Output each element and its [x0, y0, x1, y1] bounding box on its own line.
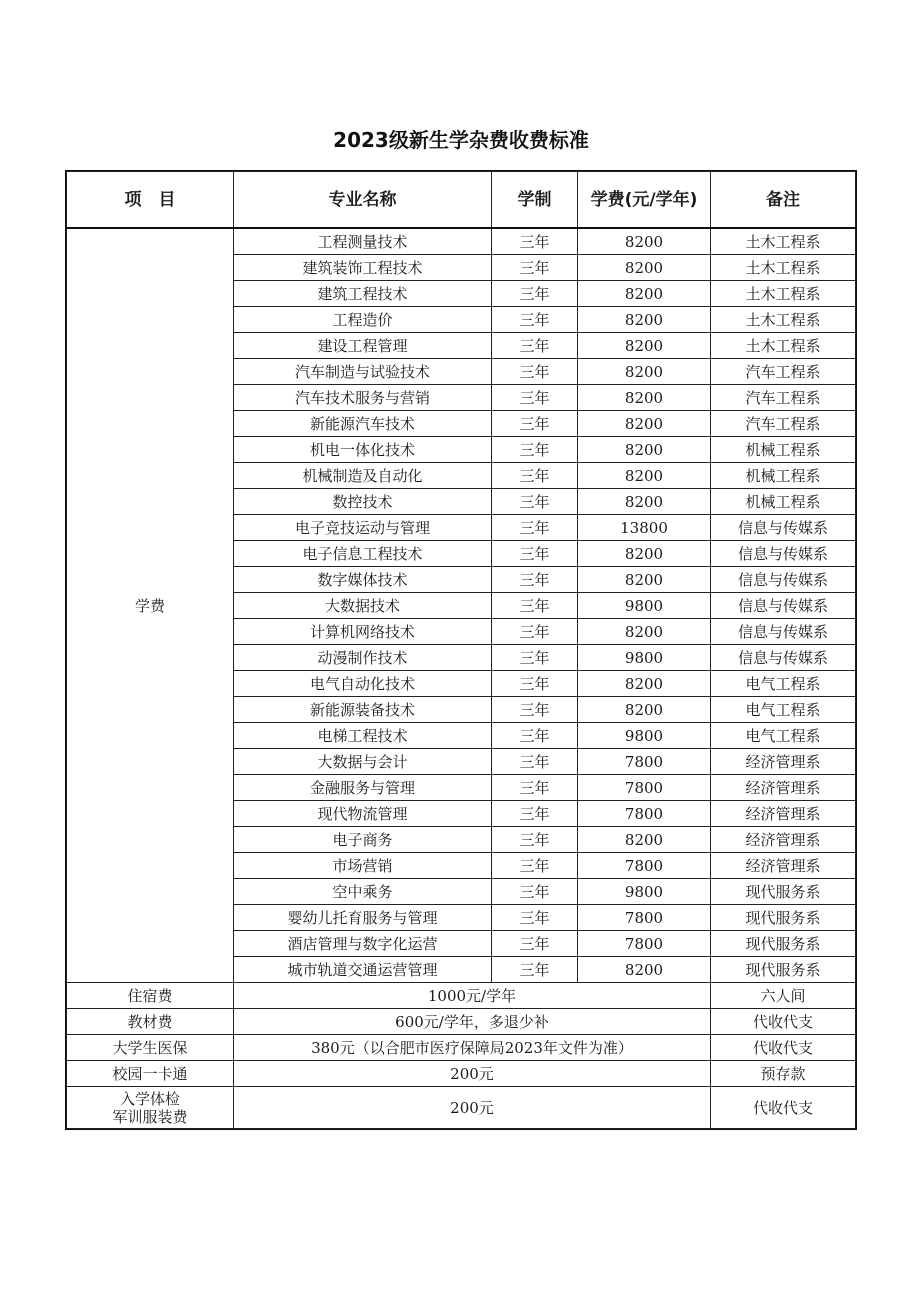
tuition-fee-cell: 9800 — [578, 879, 711, 905]
tuition-fee-cell: 8200 — [578, 281, 711, 307]
major-name-cell: 数控技术 — [234, 489, 492, 515]
duration-cell: 三年 — [492, 515, 578, 541]
major-name-cell: 金融服务与管理 — [234, 775, 492, 801]
major-name-cell: 婴幼儿托育服务与管理 — [234, 905, 492, 931]
duration-cell: 三年 — [492, 775, 578, 801]
department-cell: 经济管理系 — [711, 827, 856, 853]
duration-cell: 三年 — [492, 359, 578, 385]
duration-cell: 三年 — [492, 333, 578, 359]
tuition-fee-cell: 8200 — [578, 333, 711, 359]
department-cell: 土木工程系 — [711, 333, 856, 359]
duration-cell: 三年 — [492, 645, 578, 671]
major-name-cell: 动漫制作技术 — [234, 645, 492, 671]
department-cell: 信息与传媒系 — [711, 645, 856, 671]
major-name-cell: 新能源汽车技术 — [234, 411, 492, 437]
department-cell: 机械工程系 — [711, 463, 856, 489]
department-cell: 信息与传媒系 — [711, 619, 856, 645]
department-cell: 机械工程系 — [711, 489, 856, 515]
major-name-cell: 电子信息工程技术 — [234, 541, 492, 567]
major-name-cell: 大数据与会计 — [234, 749, 492, 775]
header-major: 专业名称 — [234, 172, 492, 229]
department-cell: 汽车工程系 — [711, 359, 856, 385]
duration-cell: 三年 — [492, 853, 578, 879]
major-name-cell: 建筑工程技术 — [234, 281, 492, 307]
duration-cell: 三年 — [492, 749, 578, 775]
tuition-fee-cell: 9800 — [578, 593, 711, 619]
major-name-cell: 建设工程管理 — [234, 333, 492, 359]
tuition-fee-cell: 8200 — [578, 957, 711, 983]
tuition-fee-cell: 8200 — [578, 411, 711, 437]
tuition-fee-cell: 8200 — [578, 463, 711, 489]
major-name-cell: 酒店管理与数字化运营 — [234, 931, 492, 957]
major-name-cell: 空中乘务 — [234, 879, 492, 905]
table-body — [67, 228, 856, 1129]
fee-item-cell: 教材费 — [67, 1009, 234, 1035]
department-cell: 土木工程系 — [711, 307, 856, 333]
tuition-fee-cell: 7800 — [578, 749, 711, 775]
fee-amount-cell: 200元 — [234, 1061, 711, 1087]
duration-cell: 三年 — [492, 385, 578, 411]
table-row — [67, 1061, 856, 1087]
tuition-fee-cell: 7800 — [578, 801, 711, 827]
department-cell: 经济管理系 — [711, 749, 856, 775]
department-cell: 现代服务系 — [711, 879, 856, 905]
tuition-category-cell: 学费 — [67, 228, 234, 983]
duration-cell: 三年 — [492, 593, 578, 619]
tuition-fee-cell: 8200 — [578, 827, 711, 853]
tuition-fee-cell: 8200 — [578, 385, 711, 411]
fee-item-line: 军训服装费 — [112, 1107, 188, 1126]
duration-cell: 三年 — [492, 931, 578, 957]
duration-cell: 三年 — [492, 541, 578, 567]
tuition-fee-cell: 7800 — [578, 905, 711, 931]
tuition-fee-cell: 8200 — [578, 437, 711, 463]
tuition-fee-cell: 8200 — [578, 359, 711, 385]
fee-item-line: 入学体检 — [119, 1089, 180, 1108]
duration-cell: 三年 — [492, 671, 578, 697]
department-cell: 经济管理系 — [711, 853, 856, 879]
duration-cell: 三年 — [492, 437, 578, 463]
major-name-cell: 汽车技术服务与营销 — [234, 385, 492, 411]
duration-cell: 三年 — [492, 228, 578, 255]
tuition-fee-cell: 7800 — [578, 853, 711, 879]
fee-item-cell: 校园一卡通 — [67, 1061, 234, 1087]
major-name-cell: 机电一体化技术 — [234, 437, 492, 463]
major-name-cell: 工程造价 — [234, 307, 492, 333]
fee-remark-cell: 预存款 — [711, 1061, 856, 1087]
department-cell: 汽车工程系 — [711, 411, 856, 437]
duration-cell: 三年 — [492, 411, 578, 437]
department-cell: 现代服务系 — [711, 931, 856, 957]
fee-remark-cell: 六人间 — [711, 983, 856, 1009]
department-cell: 现代服务系 — [711, 905, 856, 931]
major-name-cell: 电子竞技运动与管理 — [234, 515, 492, 541]
department-cell: 现代服务系 — [711, 957, 856, 983]
tuition-fee-cell: 8200 — [578, 619, 711, 645]
fee-amount-cell: 200元 — [234, 1087, 711, 1129]
major-name-cell: 数字媒体技术 — [234, 567, 492, 593]
header-remark: 备注 — [711, 172, 856, 229]
department-cell: 信息与传媒系 — [711, 541, 856, 567]
header-item: 项 目 — [67, 172, 234, 229]
tuition-fee-cell: 7800 — [578, 775, 711, 801]
tuition-fee-cell: 8200 — [578, 671, 711, 697]
fee-remark-cell: 代收代支 — [711, 1087, 856, 1129]
fee-remark-cell: 代收代支 — [711, 1009, 856, 1035]
duration-cell: 三年 — [492, 827, 578, 853]
duration-cell: 三年 — [492, 489, 578, 515]
tuition-fee-cell: 13800 — [578, 515, 711, 541]
fee-item-cell: 大学生医保 — [67, 1035, 234, 1061]
major-name-cell: 汽车制造与试验技术 — [234, 359, 492, 385]
tuition-fee-cell: 9800 — [578, 723, 711, 749]
major-name-cell: 计算机网络技术 — [234, 619, 492, 645]
major-name-cell: 现代物流管理 — [234, 801, 492, 827]
major-name-cell: 工程测量技术 — [234, 228, 492, 255]
table-row — [67, 1087, 856, 1129]
tuition-fee-cell: 8200 — [578, 228, 711, 255]
major-name-cell: 市场营销 — [234, 853, 492, 879]
tuition-fee-cell: 8200 — [578, 255, 711, 281]
duration-cell: 三年 — [492, 957, 578, 983]
duration-cell: 三年 — [492, 879, 578, 905]
fee-remark-cell: 代收代支 — [711, 1035, 856, 1061]
major-name-cell: 机械制造及自动化 — [234, 463, 492, 489]
duration-cell: 三年 — [492, 567, 578, 593]
department-cell: 经济管理系 — [711, 775, 856, 801]
duration-cell: 三年 — [492, 697, 578, 723]
duration-cell: 三年 — [492, 801, 578, 827]
major-name-cell: 大数据技术 — [234, 593, 492, 619]
major-name-cell: 电气自动化技术 — [234, 671, 492, 697]
fee-table — [66, 171, 856, 1129]
tuition-fee-cell: 8200 — [578, 489, 711, 515]
duration-cell: 三年 — [492, 307, 578, 333]
duration-cell: 三年 — [492, 723, 578, 749]
department-cell: 土木工程系 — [711, 255, 856, 281]
department-cell: 信息与传媒系 — [711, 593, 856, 619]
table-header-row — [67, 172, 856, 229]
duration-cell: 三年 — [492, 463, 578, 489]
major-name-cell: 城市轨道交通运营管理 — [234, 957, 492, 983]
department-cell: 电气工程系 — [711, 697, 856, 723]
duration-cell: 三年 — [492, 281, 578, 307]
department-cell: 信息与传媒系 — [711, 515, 856, 541]
fee-amount-cell: 1000元/学年 — [234, 983, 711, 1009]
table-row — [67, 1035, 856, 1061]
major-name-cell: 电梯工程技术 — [234, 723, 492, 749]
header-duration: 学制 — [492, 172, 578, 229]
header-tuition: 学费(元/学年) — [578, 172, 711, 229]
department-cell: 经济管理系 — [711, 801, 856, 827]
department-cell: 汽车工程系 — [711, 385, 856, 411]
department-cell: 土木工程系 — [711, 281, 856, 307]
duration-cell: 三年 — [492, 905, 578, 931]
duration-cell: 三年 — [492, 255, 578, 281]
tuition-fee-cell: 7800 — [578, 931, 711, 957]
tuition-fee-cell: 8200 — [578, 307, 711, 333]
fee-item-cell — [67, 1087, 234, 1129]
department-cell: 电气工程系 — [711, 671, 856, 697]
page-title: 2023级新生学杂费收费标准 — [333, 128, 589, 152]
table-row — [67, 1009, 856, 1035]
fee-amount-cell: 380元（以合肥市医疗保障局2023年文件为准） — [234, 1035, 711, 1061]
major-name-cell: 电子商务 — [234, 827, 492, 853]
department-cell: 机械工程系 — [711, 437, 856, 463]
fee-amount-cell: 600元/学年，多退少补 — [234, 1009, 711, 1035]
table-row — [67, 228, 856, 255]
tuition-fee-cell: 8200 — [578, 541, 711, 567]
tuition-fee-cell: 9800 — [578, 645, 711, 671]
major-name-cell: 新能源装备技术 — [234, 697, 492, 723]
fee-item-cell: 住宿费 — [67, 983, 234, 1009]
department-cell: 电气工程系 — [711, 723, 856, 749]
department-cell: 信息与传媒系 — [711, 567, 856, 593]
table-row — [67, 983, 856, 1009]
tuition-fee-cell: 8200 — [578, 697, 711, 723]
duration-cell: 三年 — [492, 619, 578, 645]
major-name-cell: 建筑装饰工程技术 — [234, 255, 492, 281]
department-cell: 土木工程系 — [711, 228, 856, 255]
tuition-fee-cell: 8200 — [578, 567, 711, 593]
